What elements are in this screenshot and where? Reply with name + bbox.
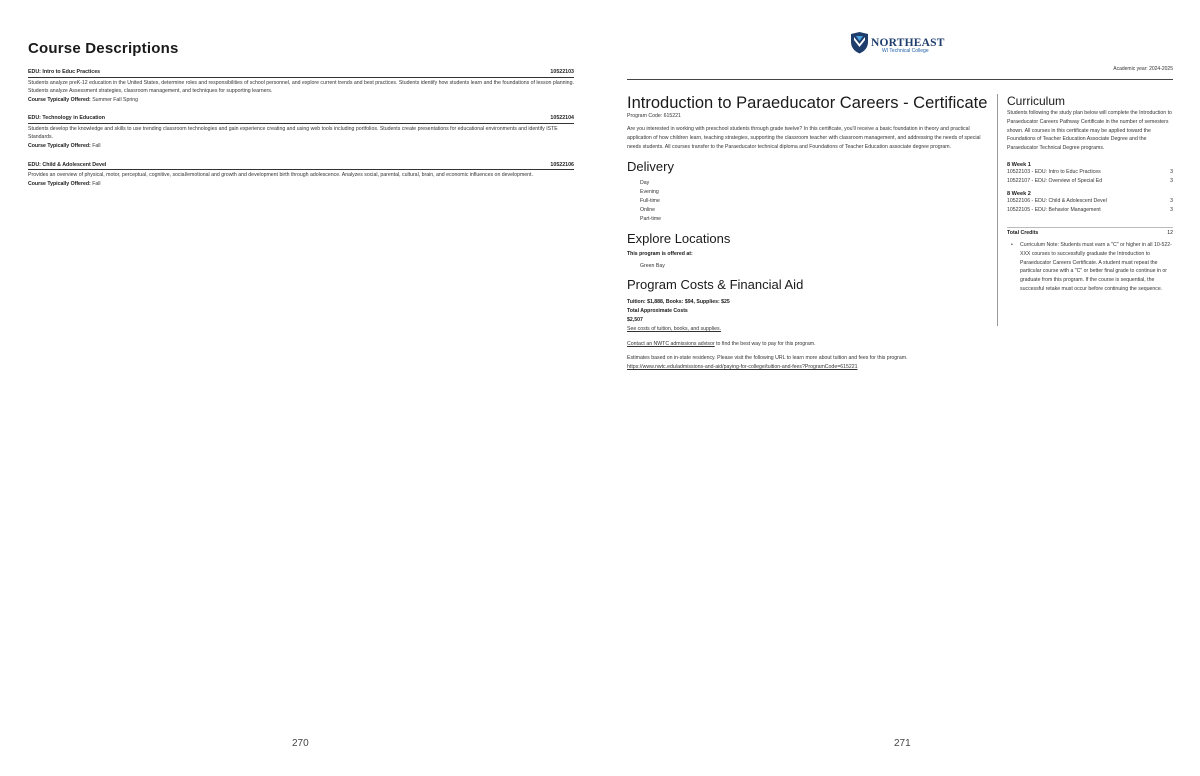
- curriculum-row: [1007, 206, 1173, 215]
- course-offered: [28, 180, 574, 189]
- curriculum-credits: 3: [1170, 197, 1173, 204]
- curriculum-row: [1007, 197, 1173, 206]
- page-number: 270: [292, 738, 309, 749]
- total-credits-value: 12: [1167, 229, 1173, 236]
- course-name: EDU: Technology in Education: [28, 115, 106, 122]
- course-entry: [28, 115, 574, 150]
- curriculum-row: [1007, 177, 1173, 186]
- list-item: Day: [640, 180, 650, 187]
- term-heading: 8 Week 2: [1007, 190, 1031, 197]
- offered-label: Course Typically Offered:: [28, 142, 91, 149]
- total-cost-value: $2,507: [627, 316, 643, 323]
- curriculum-course: 10522107 - EDU: Overview of Special Ed: [1007, 177, 1103, 184]
- right-page: [600, 0, 1200, 776]
- total-credits-label: Total Credits: [1007, 229, 1039, 236]
- course-offered: [28, 96, 574, 105]
- curriculum-course: 10522105 - EDU: Behavior Management: [1007, 206, 1101, 213]
- logo-subtitle: WI Technical College: [882, 48, 929, 54]
- page-title: Course Descriptions: [28, 40, 179, 57]
- list-item: Online: [640, 206, 655, 213]
- curriculum-course: 10522103 - EDU: Intro to Educ Practices: [1007, 168, 1101, 175]
- advisor-text: to find the best way to pay for this program.: [714, 340, 816, 347]
- location-item: Green Bay: [640, 263, 665, 270]
- estimates-text: Estimates based on in-state residency. Please visit the following URL to learn more about tuition and fees for this program.: [627, 355, 908, 362]
- curriculum-note: [1007, 241, 1173, 294]
- list-item: Full-time: [640, 197, 660, 204]
- tuition-url-link[interactable]: https://www.nwtc.edu/admissions-and-aid/paying-for-college/tuition-and-fees?ProgramCode=615221: [627, 364, 858, 371]
- program-code: Program Code: 615221: [627, 113, 681, 119]
- offered-label: Course Typically Offered:: [28, 96, 91, 103]
- course-entry: [28, 69, 574, 104]
- program-intro: Are you interested in working with preschool students through grade twelve? In this certificate, you'll receive a basic foundation in theory and practical application of how children learn, teaching strategies, supporting the classroom teacher with classroom management, and addressing the needs of special needs students. All courses transfer to the Paraeducator technical diploma and Foundations of Teacher Education associate degree program.: [627, 126, 981, 150]
- course-list: [28, 69, 574, 199]
- locations-heading: Explore Locations: [627, 231, 731, 247]
- course-offered: [28, 142, 574, 151]
- course-number: 10522104: [550, 115, 574, 122]
- course-header: [28, 69, 574, 78]
- curriculum-credits: 3: [1170, 177, 1173, 184]
- curriculum-row: [1007, 168, 1173, 177]
- program-main: [627, 94, 989, 372]
- cost-breakdown: Tuition: $1,888, Books: $94, Supplies: $25: [627, 299, 730, 306]
- logo-name: NORTHEAST: [871, 37, 945, 49]
- course-entry: [28, 162, 574, 189]
- academic-year: Academic year: 2024-2025: [1113, 66, 1173, 72]
- curriculum-intro: Students following the study plan below will complete the Introduction to Paraeducator Careers Pathway Certificate in the number of semesters shown. All courses in this certificate may be applied toward the Foundations of Teacher Education Associate Degree and the Paraeducator Technical Degree programs.: [1007, 110, 1172, 152]
- advisor-link[interactable]: Contact an NWTC admissions advisor: [627, 340, 715, 347]
- total-cost-label: Total Approximate Costs: [627, 308, 688, 315]
- delivery-list: [640, 179, 989, 223]
- college-logo: [850, 32, 960, 56]
- course-number: 10522106: [550, 161, 574, 168]
- costs-heading: Program Costs & Financial Aid: [627, 277, 804, 293]
- term-heading: 8 Week 1: [1007, 161, 1031, 168]
- header-divider: [627, 79, 1173, 80]
- course-header: [28, 115, 574, 124]
- program-title: Introduction to Paraeducator Careers - Certificate: [627, 94, 988, 112]
- course-description: Students analyze preK-12 education in the United States, determine roles and responsibilities of school personnel, and explore current trends and best practices. Students identify how students learn and the foundations of lesson planning. Students analyze Assessment strategies, classroom management, and techniques for supporting learners.: [28, 79, 574, 95]
- offered-value: Fall: [92, 142, 101, 149]
- curriculum-note-text: Curriculum Note: Students must earn a "C" or higher in all 10-522-XXX courses to successfully graduate the Introduction to Paraeducator Careers Certificate. A student must repeat the particular course with a "C" or better final grade to continue in or graduate from this program. If the course is sequential, the successful retake must occur before continuing the sequence.: [1020, 241, 1172, 292]
- offered-label: Course Typically Offered:: [28, 180, 91, 187]
- estimates-paragraph: [627, 354, 989, 372]
- curriculum-credits: 3: [1170, 168, 1173, 175]
- curriculum-course: 10522106 - EDU: Child & Adolescent Devel: [1007, 197, 1107, 204]
- shield-logo-icon: [850, 32, 869, 54]
- curriculum-credits: 3: [1170, 206, 1173, 213]
- list-item: Evening: [640, 189, 659, 196]
- costs-block: [627, 298, 989, 333]
- offered-value: Summer Fall Spring: [92, 96, 139, 103]
- offered-value: Fall: [92, 180, 101, 187]
- total-credits-row: [1007, 227, 1173, 236]
- costs-link[interactable]: See costs of tuition, books, and supplies.: [627, 325, 722, 332]
- list-item: Part-time: [640, 215, 662, 222]
- locations-label: This program is offered at:: [627, 251, 693, 258]
- course-header: [28, 162, 574, 171]
- curriculum-sidebar: [997, 94, 1173, 326]
- curriculum-heading: Curriculum: [1007, 94, 1066, 108]
- course-name: EDU: Child & Adolescent Devel: [28, 161, 107, 168]
- bullet-icon: •: [1011, 241, 1013, 248]
- course-number: 10522103: [550, 69, 574, 75]
- advisor-paragraph: [627, 340, 989, 349]
- delivery-heading: Delivery: [627, 159, 674, 175]
- course-name: EDU: Intro to Educ Practices: [28, 69, 101, 75]
- course-description: Provides an overview of physical, motor, perceptual, cognitive, social/emotional and growth and development birth through adolescence. Analyzes social, parental, cultural, brain, and economic influences on development.: [28, 172, 533, 179]
- page-number: 271: [894, 738, 911, 749]
- course-description: Students develop the knowledge and skills to use trending classroom technologies and gain experience creating and using web tools including portfolios. Students create presentations for educational environments and identify ISTE Standards.: [28, 125, 558, 141]
